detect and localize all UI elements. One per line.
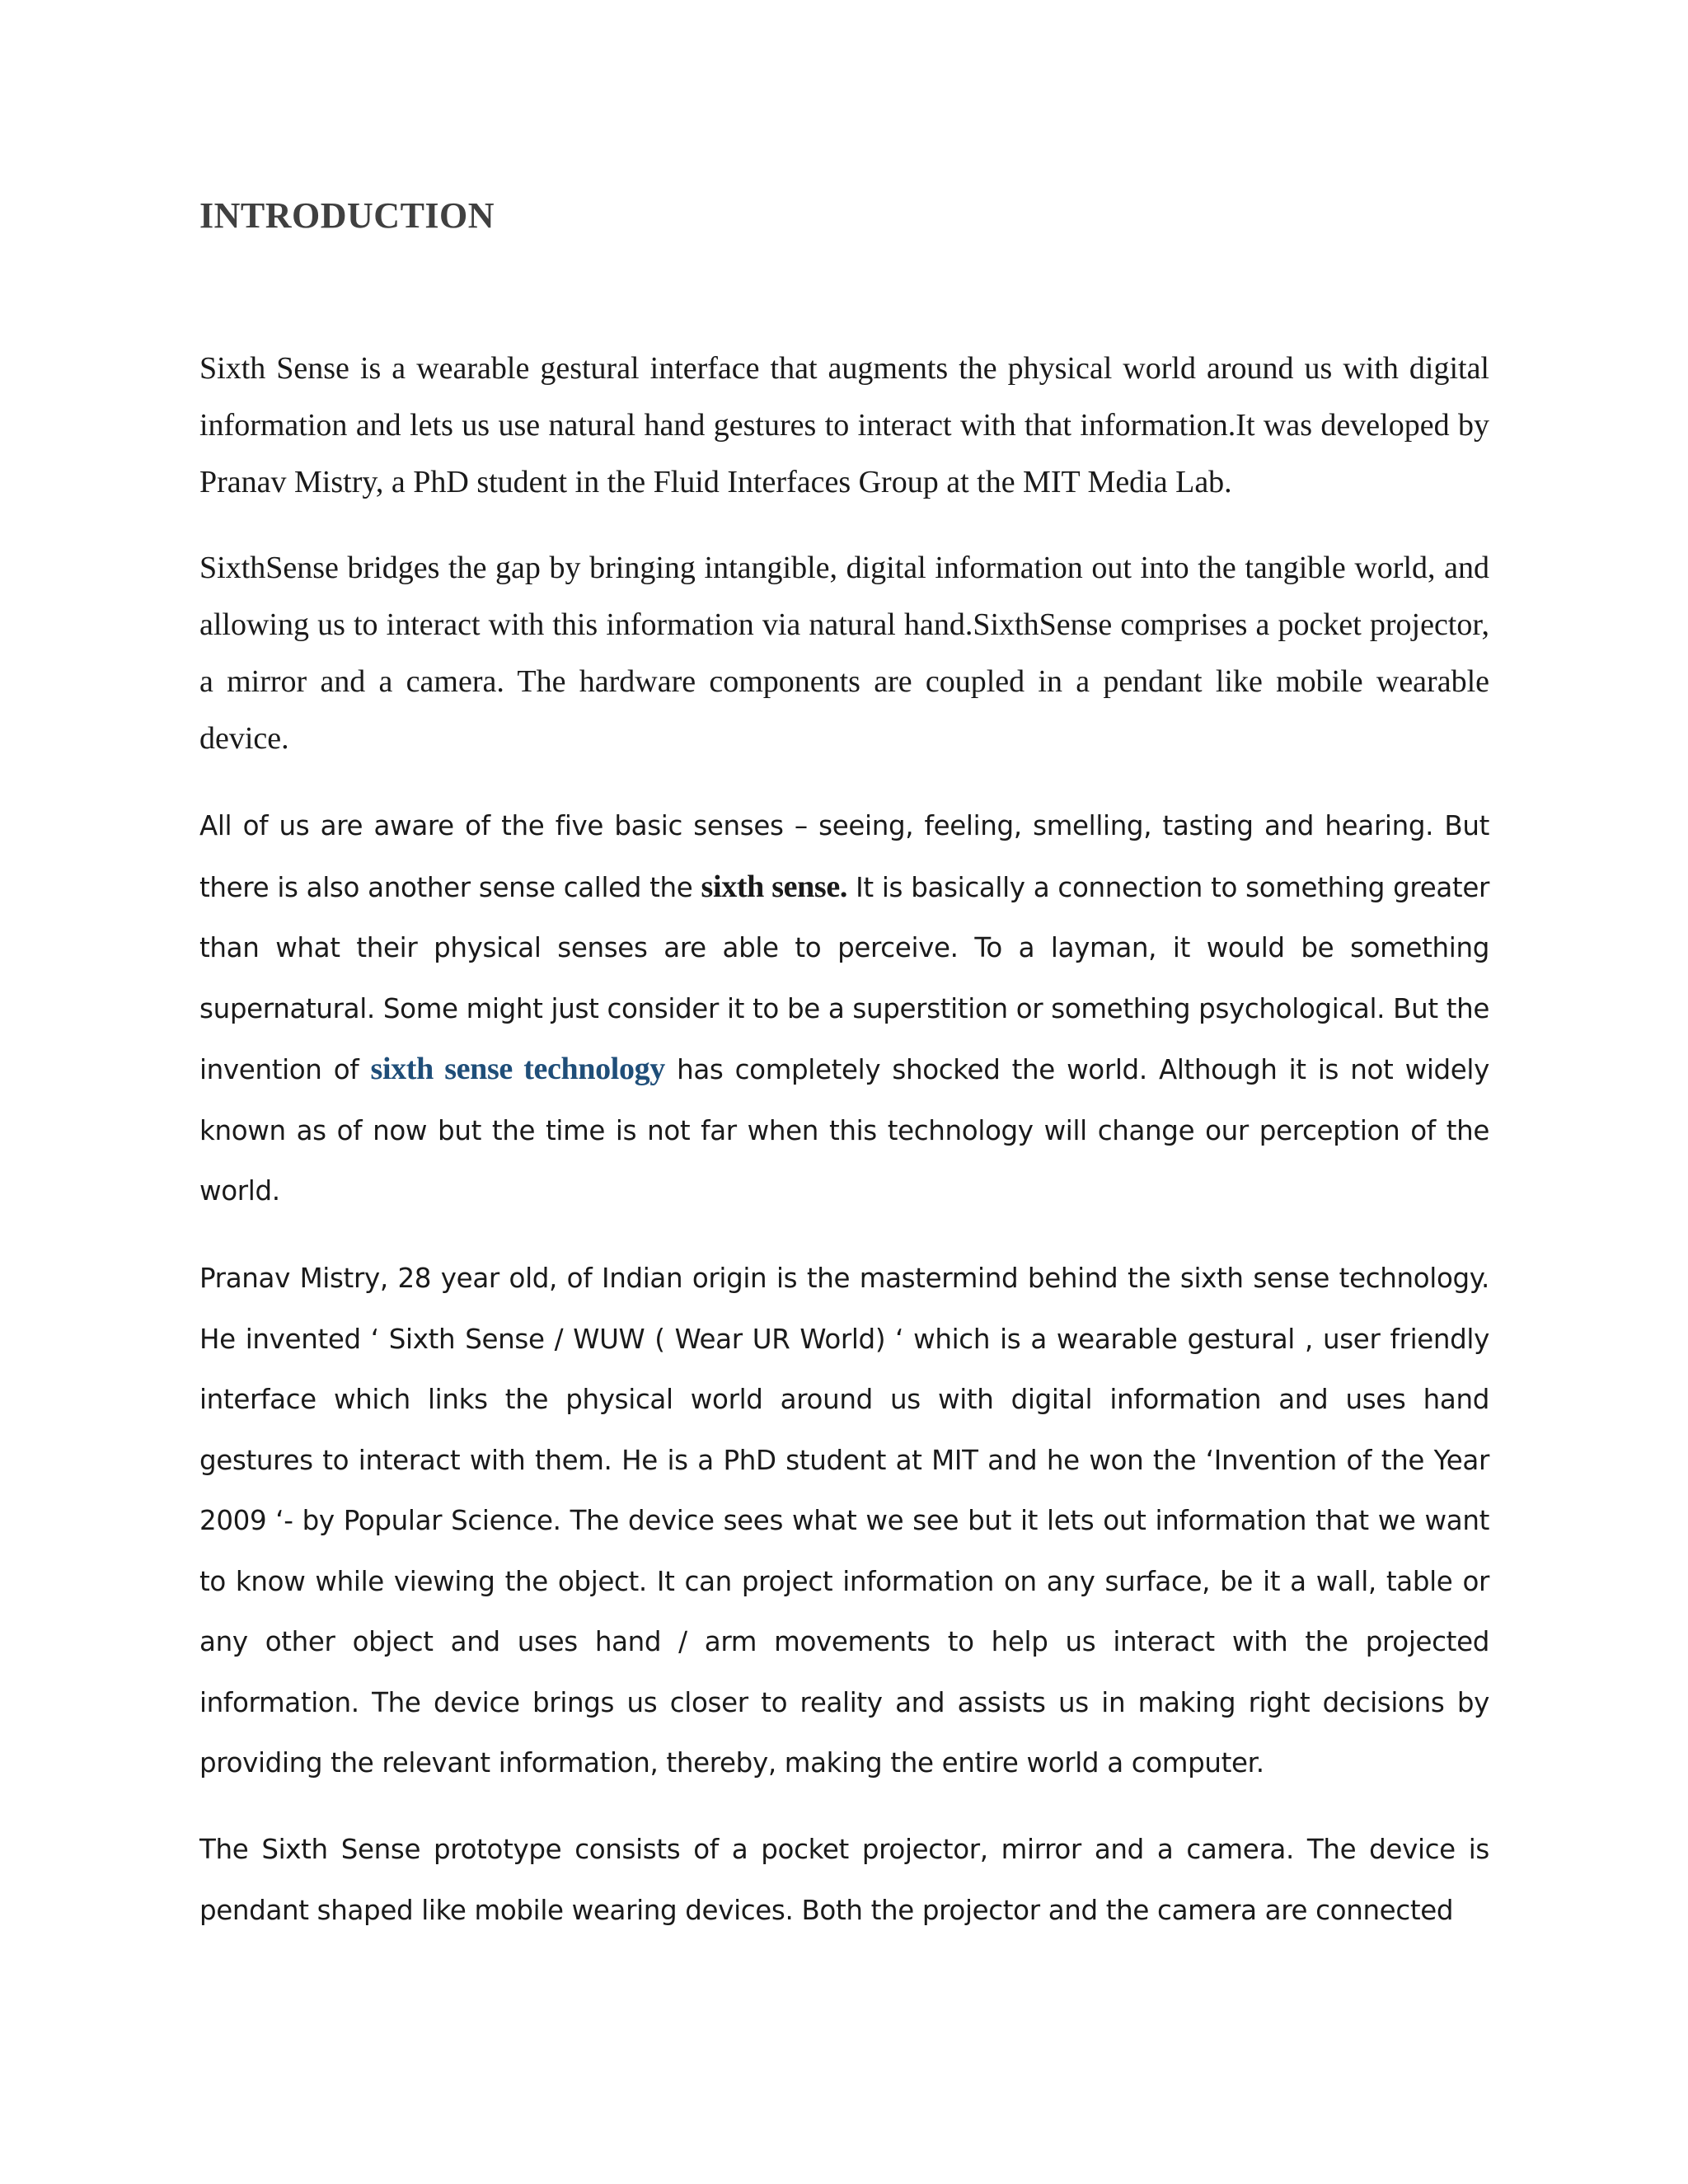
- paragraph-five-senses-text-2: It is basically a connection to something greater than what their physical senses are able to perceive. To a layman, it would be something supernatural. Some might just consider it to be a superstition or something psychological. But the invention of: [199, 871, 1489, 1085]
- paragraph-five-senses-text-1: All of us are aware of the five basic senses – seeing, feeling, smelling, tasting and hearing. But there is also another sense called the: [199, 810, 1489, 903]
- sixth-sense-bold-term: sixth sense.: [701, 869, 848, 904]
- paragraph-intro: Sixth Sense is a wearable gestural interface that augments the physical world around us with digital information and lets us use natural hand gestures to interact with that information.It was developed by Pranav Mistry, a PhD student in the Fluid Interfaces Group at the MIT Media Lab.: [199, 351, 1489, 499]
- paragraph-pranav-mistry: Pranav Mistry, 28 year old, of Indian origin is the mastermind behind the sixth sense technology. He invented ‘ Sixth Sense / WUW ( Wear UR World) ‘ which is a wearable gestural , user friendly interface which links the physical world around us with digital information and uses hand gestures to interact with them. He is a PhD student at MIT and he won the ‘Invention of the Year 2009 ‘- by Popular Science. The device sees what we see but it lets out information that we want to know while viewing the object. It can project information on any surface, be it a wall, table or any other object and uses hand / arm movements to help us interact with the projected information. The device brings us closer to reality and assists us in making right decisions by providing the relevant information, thereby, making the entire world a computer.: [199, 1263, 1489, 1779]
- paragraph-bridges-gap: SixthSense bridges the gap by bringing intangible, digital information out into the tangible world, and allowing us to interact with this information via natural hand.SixthSense comprises a pocket projector, a mirror and a camera. The hardware components are coupled in a pendant like mobile wearable device.: [199, 551, 1489, 756]
- paragraph-prototype: The Sixth Sense prototype consists of a pocket projector, mirror and a camera. The device is pendant shaped like mobile wearing devices. Both the projector and the camera are connected: [199, 1834, 1489, 1926]
- paragraph-five-senses-text-3: has completely shocked the world. Although it is not widely known as of now but the time is not far when this technology will change our perception of the world.: [199, 1054, 1489, 1207]
- paragraph-five-senses: [199, 796, 1489, 1222]
- section-heading: INTRODUCTION: [199, 195, 495, 236]
- sixth-sense-technology-link[interactable]: sixth sense technology: [370, 1052, 665, 1086]
